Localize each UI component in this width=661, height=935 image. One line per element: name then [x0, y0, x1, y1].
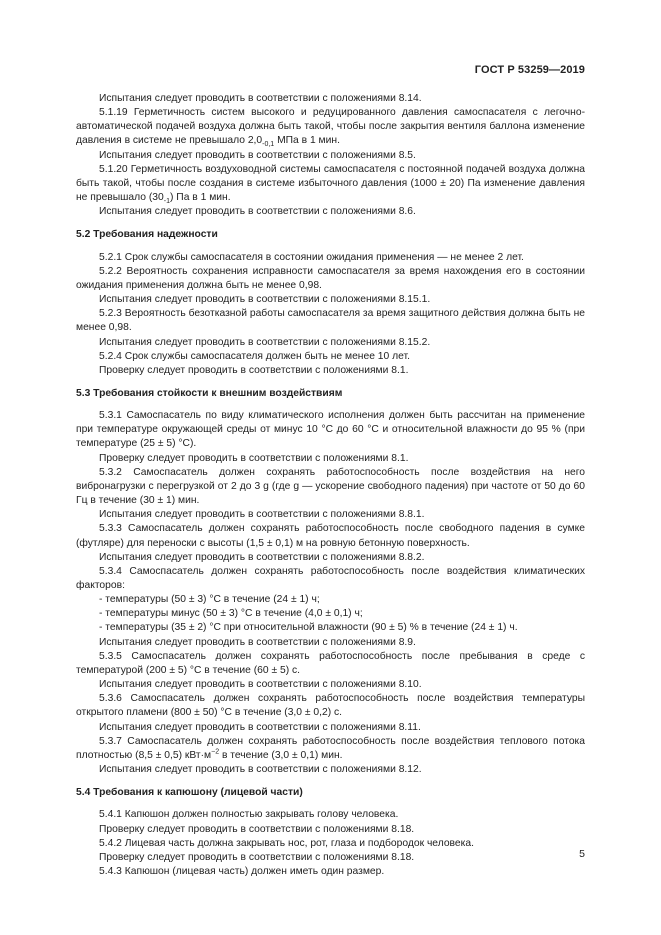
paragraph — [76, 350, 585, 364]
paragraph-text: - температуры минус (50 ± 3) °С в течение (4,0 ± 0,1) ч; — [99, 608, 363, 620]
section-heading — [76, 387, 585, 401]
paragraph-text: 5.1.20 Герметичность воздуховодной системы самоспасателя с постоянной подачей воздуха должна быть такой, чтобы после создания в системе избыточного давления (1000 ± 20) Па изменение давления не превышало (30 — [76, 163, 585, 204]
paragraph — [76, 106, 585, 148]
paragraph-text: Испытания следует проводить в соответствии с положениями 8.6. — [99, 206, 416, 218]
paragraph — [76, 865, 585, 879]
paragraph-text: - температуры (50 ± 3) °С в течение (24 ± 1) ч; — [99, 594, 320, 606]
paragraph-text: 5.4.3 Капюшон (лицевая часть) должен иметь один размер. — [99, 865, 385, 877]
paragraph-text: 5.4.2 Лицевая часть должна закрывать нос, рот, глаза и подбородок человека. — [99, 837, 474, 849]
paragraph-text: Испытания следует проводить в соответствии с положениями 8.12. — [99, 764, 422, 776]
paragraph — [76, 265, 585, 293]
paragraph-text: Испытания следует проводить в соответствии с положениями 8.10. — [99, 679, 422, 691]
paragraph — [76, 452, 585, 466]
paragraph — [76, 293, 585, 307]
paragraph-text: 5.3 Требования стойкости к внешним воздействиям — [76, 387, 343, 399]
paragraph-text: 5.2 Требования надежности — [76, 229, 218, 241]
paragraph — [76, 163, 585, 205]
paragraph — [76, 636, 585, 650]
paragraph-text: Испытания следует проводить в соответствии с положениями 8.5. — [99, 149, 416, 161]
paragraph-text-tail: МПа в 1 мин. — [274, 135, 340, 147]
paragraph-text: 5.3.1 Самоспасатель по виду климатического исполнения должен быть рассчитан на применение при температуре окружающей среды от минус 10 °С до 60 °С и относительной влажности до 95 % (при температуре (25 ± 5) °С). — [76, 410, 585, 450]
paragraph-text: 5.3.5 Самоспасатель должен сохранять работоспособность после пребывания в среде с температурой (200 ± 5) °С в течение (60 ± 5) с. — [76, 650, 585, 676]
paragraph-text: Испытания следует проводить в соответствии с положениями 8.11. — [99, 721, 421, 733]
paragraph — [76, 823, 585, 837]
paragraph — [76, 508, 585, 522]
paragraph-text: 5.2.1 Срок службы самоспасателя в состоянии ожидания применения — не менее 2 лет. — [99, 251, 524, 263]
paragraph-text: 5.3.6 Самоспасатель должен сохранять работоспособность после воздействия температуры открытого пламени (800 ± 50) °С в течение (3,0 ± 0,2) с. — [76, 693, 585, 719]
paragraph-text: 5.3.7 Самоспасатель должен сохранять работоспособность после воздействия теплового потока плотностью (8,5 ± 0,5) кВт·м — [76, 735, 585, 761]
section-heading — [76, 228, 585, 242]
paragraph — [76, 364, 585, 378]
document-body — [76, 92, 585, 879]
paragraph — [76, 621, 585, 635]
paragraph-text: Испытания следует проводить в соответствии с положениями 8.15.2. — [99, 336, 431, 348]
paragraph — [76, 593, 585, 607]
paragraph — [76, 650, 585, 678]
paragraph-text: - температуры (35 ± 2) °С при относительной влажности (90 ± 5) % в течение (24 ± 1) ч. — [99, 622, 518, 634]
paragraph-text: Испытания следует проводить в соответствии с положениями 8.15.1. — [99, 294, 431, 306]
paragraph-text: Проверку следует проводить в соответствии с положениями 8.18. — [99, 823, 415, 835]
paragraph — [76, 205, 585, 219]
paragraph — [76, 851, 585, 865]
paragraph — [76, 466, 585, 508]
paragraph-text: Проверку следует проводить в соответствии с положениями 8.1. — [99, 364, 409, 376]
paragraph-text: Проверку следует проводить в соответствии с положениями 8.18. — [99, 851, 415, 863]
paragraph-text: 5.3.2 Самоспасатель должен сохранять работоспособность после воздействия на него вибронагрузки с перегрузкой от 2 до 3 g (где g — ускорение свободного падения) при частоте от 50 до 60 Гц в течение (30 ± 1) мин. — [76, 466, 585, 507]
paragraph-text-tail: ) Па в 1 мин. — [170, 192, 231, 204]
paragraph — [76, 607, 585, 621]
section-heading — [76, 786, 585, 800]
paragraph — [76, 307, 585, 335]
unit-exponent: −2 — [211, 748, 220, 756]
paragraph — [76, 721, 585, 735]
paragraph-text: Испытания следует проводить в соответствии с положениями 8.14. — [99, 93, 422, 104]
paragraph — [76, 735, 585, 763]
paragraph-text: 5.3.4 Самоспасатель должен сохранять работоспособность после воздействия климатических факторов: — [76, 565, 585, 591]
paragraph-text: Испытания следует проводить в соответствии с положениями 8.8.1. — [99, 509, 425, 521]
paragraph — [76, 251, 585, 265]
paragraph-text: 5.2.2 Вероятность сохранения исправности самоспасателя за время нахождения его в состоянии ожидания применения должна быть не менее 0,98. — [76, 265, 585, 291]
paragraph-text: 5.2.4 Срок службы самоспасателя должен быть не менее 10 лет. — [99, 350, 410, 362]
paragraph-text: Испытания следует проводить в соответствии с положениями 8.8.2. — [99, 551, 425, 563]
paragraph — [76, 808, 585, 822]
paragraph — [76, 837, 585, 851]
paragraph-text: 5.4 Требования к капюшону (лицевой части) — [76, 787, 303, 799]
paragraph — [76, 678, 585, 692]
page-number: 5 — [579, 848, 585, 860]
standard-header: ГОСТ Р 53259—2019 — [474, 64, 585, 76]
paragraph — [76, 149, 585, 163]
paragraph-text: 5.2.3 Вероятность безотказной работы самоспасателя за время защитного действия должна быть не менее 0,98. — [76, 308, 585, 334]
tolerance-subscript: -1 — [163, 198, 170, 206]
paragraph-text: 5.1.19 Герметичность систем высокого и редуцированного давления самоспасателя с легочно-автоматической подачей воздуха должна быть такой, чтобы после закрытия вентиля баллона изменение давления в системе не превышало 2,0 — [76, 107, 585, 147]
paragraph-text: 5.4.1 Капюшон должен полностью закрывать голову человека. — [99, 809, 399, 821]
paragraph — [76, 409, 585, 451]
paragraph — [76, 763, 585, 777]
paragraph-text: Испытания следует проводить в соответствии с положениями 8.9. — [99, 636, 416, 648]
paragraph — [76, 336, 585, 350]
paragraph-text: 5.3.3 Самоспасатель должен сохранять работоспособность после свободного падения в сумке (футляре) для переноски с высоты (1,5 ± 0,1) м на ровную бетонную поверхность. — [76, 523, 585, 549]
paragraph — [76, 522, 585, 550]
paragraph-text-tail: в течение (3,0 ± 0,1) мин. — [219, 749, 343, 761]
paragraph — [76, 565, 585, 593]
paragraph-text: Проверку следует проводить в соответствии с положениями 8.1. — [99, 452, 409, 464]
tolerance-subscript: -0,1 — [262, 141, 275, 149]
paragraph — [76, 551, 585, 565]
paragraph — [76, 92, 585, 106]
paragraph — [76, 692, 585, 720]
